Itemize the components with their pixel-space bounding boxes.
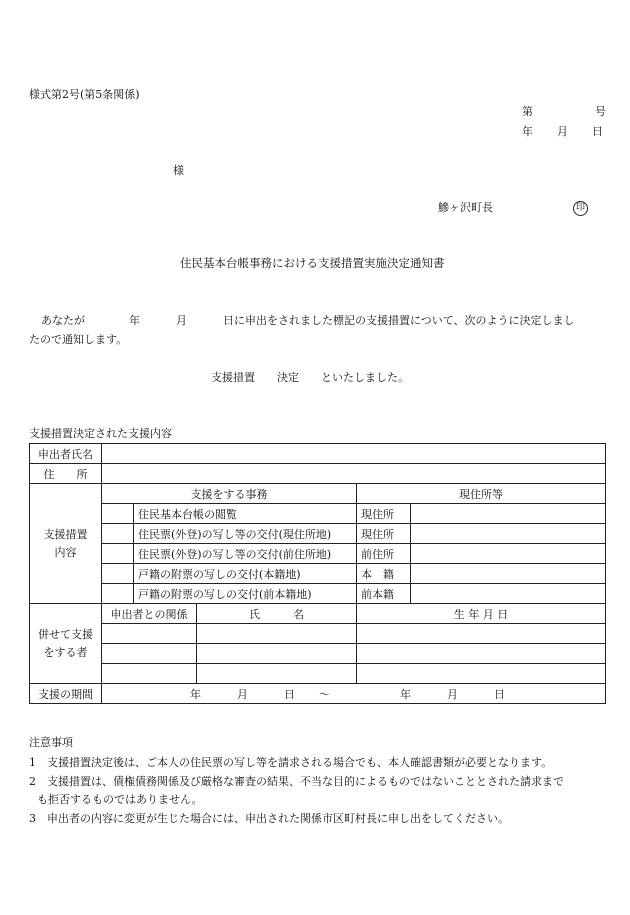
address-type-cell: 現住所 bbox=[357, 504, 411, 524]
body-year: 年 bbox=[129, 314, 140, 327]
col-name-header: 氏 名 bbox=[197, 604, 357, 624]
period-label: 支援の期間 bbox=[30, 684, 102, 704]
document-date bbox=[522, 123, 603, 139]
address-value-cell[interactable] bbox=[411, 544, 606, 564]
table-row bbox=[30, 564, 606, 584]
name-field[interactable] bbox=[197, 644, 357, 664]
document-number bbox=[522, 103, 606, 119]
table-row bbox=[30, 664, 606, 684]
body-text-rest: 日に申出をされました標記の支援措置について、次のように決定しまし bbox=[223, 314, 575, 327]
decision-b: 決定 bbox=[277, 371, 299, 384]
col-relation-header: 申出者との関係 bbox=[102, 604, 197, 624]
note-item-2a: 2 支援措置は、債権債務関係及び厳格な審査の結果、不当な目的によるものではないこととされた請求まで bbox=[29, 775, 564, 788]
notes-heading: 注意事項 bbox=[29, 736, 73, 749]
address-field[interactable] bbox=[102, 464, 606, 484]
table-caption: 支援措置決定された支援内容 bbox=[29, 427, 172, 440]
note-item-1: 1 支援措置決定後は、ご本人の住民票の写し等を請求される場合でも、本人確認書類が必要となります。 bbox=[29, 756, 553, 769]
support-table bbox=[29, 443, 606, 704]
decision-c: といたしました。 bbox=[321, 371, 409, 384]
birth-field[interactable] bbox=[357, 644, 606, 664]
table-row bbox=[30, 504, 606, 524]
address-label: 住 所 bbox=[30, 464, 102, 484]
col-affair-header: 支援をする事務 bbox=[102, 484, 357, 504]
checkbox-cell[interactable] bbox=[102, 564, 134, 584]
body-line-2: たので通知します。 bbox=[29, 333, 128, 346]
checkbox-cell[interactable] bbox=[102, 584, 134, 604]
table-row bbox=[30, 604, 606, 624]
period-start-month: 月 bbox=[237, 687, 248, 701]
table-row bbox=[30, 524, 606, 544]
address-value-cell[interactable] bbox=[411, 524, 606, 544]
issuer bbox=[438, 199, 588, 216]
address-value-cell[interactable] bbox=[411, 564, 606, 584]
checkbox-cell[interactable] bbox=[102, 544, 134, 564]
table-row bbox=[30, 544, 606, 564]
body-text-a: あなたが bbox=[41, 314, 85, 327]
support-label-line-2: 内容 bbox=[54, 545, 77, 559]
table-row bbox=[30, 444, 606, 464]
joint-support-label bbox=[30, 604, 102, 684]
support-label-line-1: 支援措置 bbox=[43, 527, 88, 541]
address-type-cell: 本 籍 bbox=[357, 564, 411, 584]
issuer-name: 鰺ヶ沢町長 bbox=[438, 201, 493, 214]
table-row bbox=[30, 484, 606, 504]
applicant-name-field[interactable] bbox=[102, 444, 606, 464]
affair-cell: 住民票(外登)の写し等の交付(前住所地) bbox=[134, 544, 357, 564]
birth-field[interactable] bbox=[357, 624, 606, 644]
col-address-header: 現住所等 bbox=[357, 484, 606, 504]
period-start-day: 日 bbox=[284, 687, 295, 701]
name-field[interactable] bbox=[197, 624, 357, 644]
body-month: 月 bbox=[176, 314, 187, 327]
joint-label-line-2: をする者 bbox=[43, 645, 88, 659]
col-birth-header: 生 年 月 日 bbox=[357, 604, 606, 624]
document-title: 住民基本台帳事務における支援措置実施決定通知書 bbox=[180, 256, 445, 270]
affair-cell: 戸籍の附票の写しの交付(本籍地) bbox=[134, 564, 357, 584]
relation-field[interactable] bbox=[102, 664, 197, 684]
period-end-month: 月 bbox=[447, 687, 458, 701]
decision-a: 支援措置 bbox=[211, 371, 255, 384]
date-day: 日 bbox=[592, 125, 603, 138]
table-row bbox=[30, 584, 606, 604]
birth-field[interactable] bbox=[357, 664, 606, 684]
address-type-cell: 前本籍 bbox=[357, 584, 411, 604]
name-field[interactable] bbox=[197, 664, 357, 684]
decision-line bbox=[211, 369, 409, 385]
table-row bbox=[30, 644, 606, 664]
date-month: 月 bbox=[557, 125, 568, 138]
relation-field[interactable] bbox=[102, 624, 197, 644]
body-line-1 bbox=[41, 312, 575, 328]
affair-cell: 住民票(外登)の写し等の交付(現住所地) bbox=[134, 524, 357, 544]
note-item-2b: も拒否するものではありません。 bbox=[37, 793, 203, 806]
checkbox-cell[interactable] bbox=[102, 504, 134, 524]
seal-icon: 印 bbox=[573, 201, 588, 216]
table-row bbox=[30, 624, 606, 644]
address-value-cell[interactable] bbox=[411, 504, 606, 524]
joint-label-line-1: 併せて支援 bbox=[38, 627, 93, 641]
address-type-cell: 現住所 bbox=[357, 524, 411, 544]
support-content-label bbox=[30, 484, 102, 604]
period-field[interactable] bbox=[102, 684, 606, 704]
period-values bbox=[106, 686, 601, 702]
table-row bbox=[30, 464, 606, 484]
doc-no-prefix: 第 bbox=[522, 105, 533, 118]
address-type-cell: 前住所 bbox=[357, 544, 411, 564]
address-value-cell[interactable] bbox=[411, 584, 606, 604]
applicant-name-label: 申出者氏名 bbox=[30, 444, 102, 464]
checkbox-cell[interactable] bbox=[102, 524, 134, 544]
table-row bbox=[30, 684, 606, 704]
date-year: 年 bbox=[522, 125, 533, 138]
relation-field[interactable] bbox=[102, 644, 197, 664]
doc-no-suffix: 号 bbox=[595, 105, 606, 118]
period-end-day: 日 bbox=[494, 687, 505, 701]
period-tilde: ～ bbox=[319, 687, 330, 701]
note-item-3: 3 申出者の内容に変更が生じた場合には、申出された関係市区町村長に申し出をしてください。 bbox=[29, 812, 509, 825]
affair-cell: 戸籍の附票の写しの交付(前本籍地) bbox=[134, 584, 357, 604]
period-start-year: 年 bbox=[190, 687, 201, 701]
affair-cell: 住民基本台帳の閲覧 bbox=[134, 504, 357, 524]
addressee-suffix: 様 bbox=[173, 164, 184, 177]
form-number: 様式第2号(第5条関係) bbox=[29, 88, 140, 101]
period-end-year: 年 bbox=[400, 687, 411, 701]
